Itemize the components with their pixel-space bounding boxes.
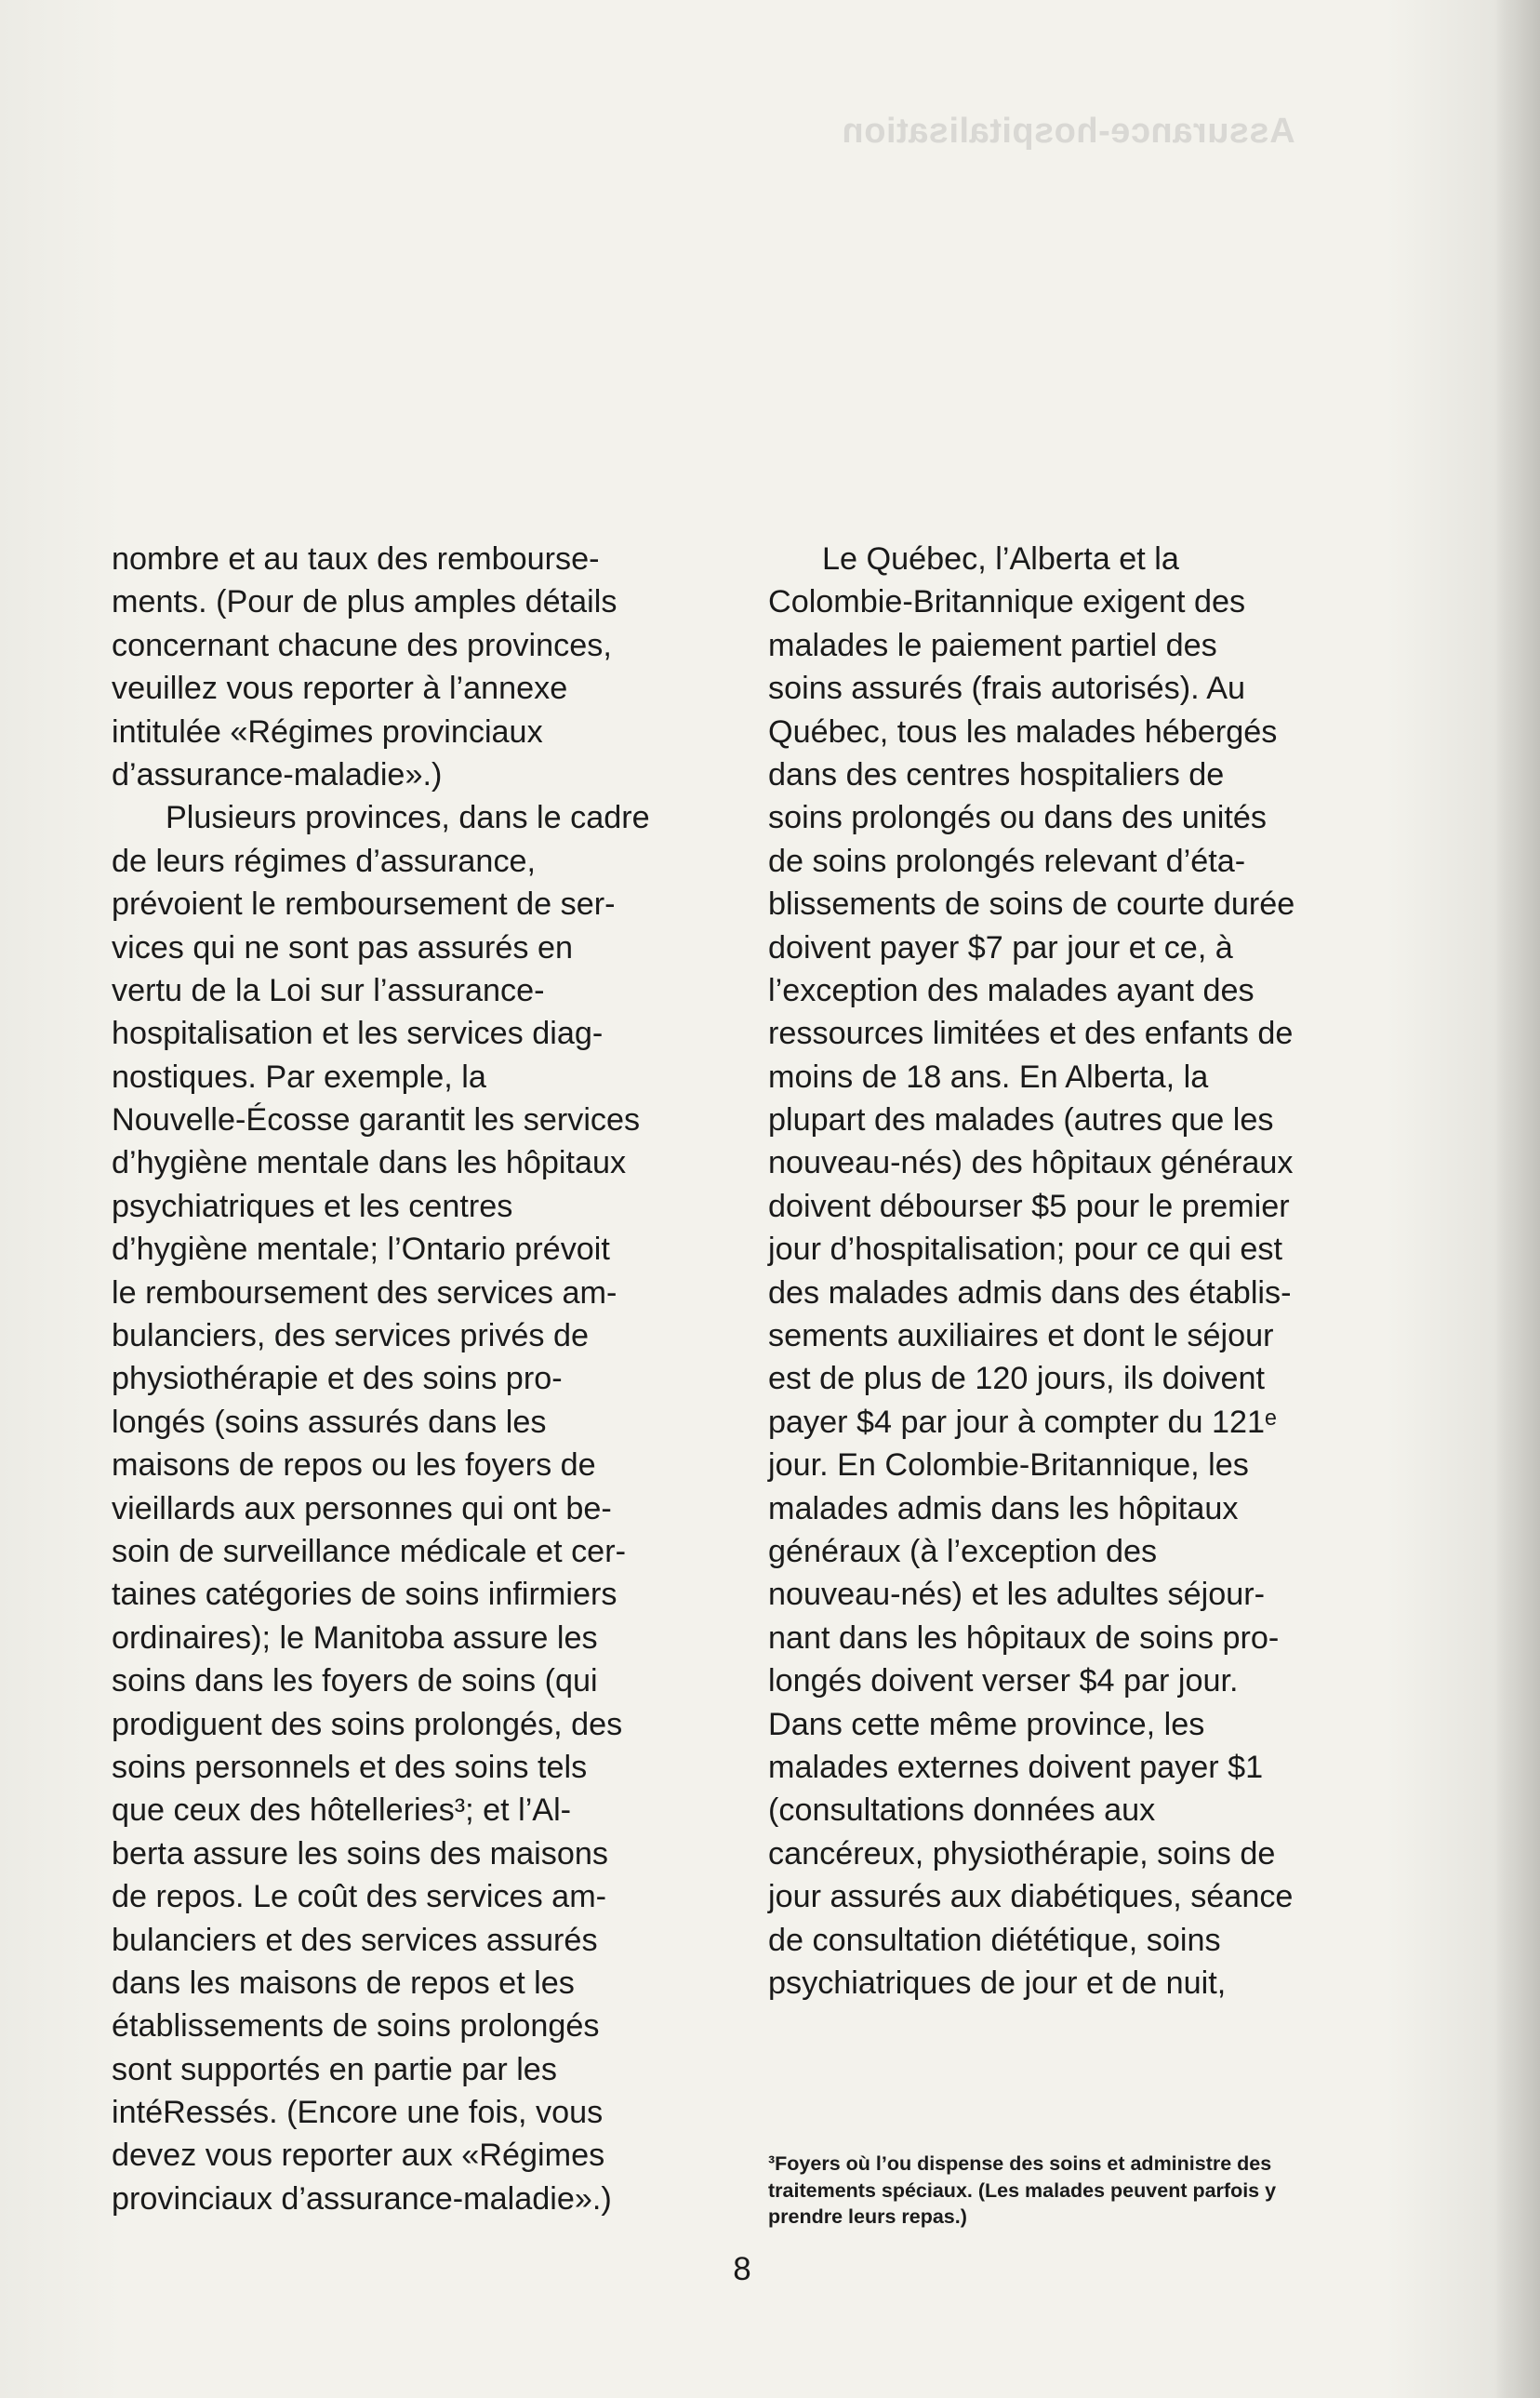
text-line: blissements de soins de courte durée <box>768 886 1295 923</box>
text-line: psychiatriques et les centres <box>112 1188 513 1224</box>
text-line: malades externes doivent payer $1 <box>768 1749 1264 1785</box>
text-line: Nouvelle-Écosse garantit les services <box>112 1102 641 1139</box>
book-spine-shadow <box>1495 0 1540 2398</box>
text-line: l’exception des malades ayant des <box>768 972 1255 1008</box>
text-line: soins assurés (frais autorisés). Au <box>768 671 1246 707</box>
text-line: (consultations données aux <box>768 1792 1156 1829</box>
text-line: d’hygiène mentale; l’Ontario prévoit <box>112 1232 610 1268</box>
text-line: sont supportés en partie par les <box>112 2051 557 2087</box>
text-line: d’hygiène mentale dans les hôpitaux <box>112 1145 627 1181</box>
text-line: le remboursement des services am- <box>112 1274 617 1311</box>
left-column <box>112 538 763 2220</box>
text-line: ments. (Pour de plus amples détails <box>112 584 617 620</box>
text-line: prodiguent des soins prolongés, des <box>112 1706 623 1742</box>
right-column <box>768 538 1419 2005</box>
page-number: 8 <box>733 2251 751 2287</box>
text-line: généraux (à l’exception des <box>768 1533 1158 1569</box>
text-line: soins dans les foyers de soins (qui <box>112 1663 598 1699</box>
footnote-line: traitements spéciaux. (Les malades peuvent parfois y <box>768 2178 1277 2202</box>
text-line: soins personnels et des soins tels <box>112 1749 588 1785</box>
text-line: doivent débourser $5 pour le premier <box>768 1188 1290 1224</box>
text-line: jour assurés aux diabétiques, séance <box>768 1879 1294 1915</box>
text-line: nostiques. Par exemple, la <box>112 1059 486 1095</box>
bleed-through-title: Assurance-hospitalisation <box>842 112 1295 151</box>
text-line: malades admis dans les hôpitaux <box>768 1490 1239 1526</box>
footnote-line: ³Foyers où l’ou dispense des soins et administre des <box>768 2152 1272 2175</box>
text-line: de consultation diététique, soins <box>768 1922 1221 1958</box>
text-line: établissements de soins prolongés <box>112 2008 600 2045</box>
text-line: intitulée «Régimes provinciaux <box>112 713 543 750</box>
text-line: vices qui ne sont pas assurés en <box>112 929 574 966</box>
text-line: payer $4 par jour à compter du 121ᵉ <box>768 1404 1277 1440</box>
text-line: soins prolongés ou dans des unités <box>768 800 1267 836</box>
text-line: ordinaires); le Manitoba assure les <box>112 1619 598 1656</box>
text-line: vertu de la Loi sur l’assurance- <box>112 972 545 1008</box>
text-line: jour d’hospitalisation; pour ce qui est <box>768 1232 1283 1268</box>
text-line: Québec, tous les malades hébergés <box>768 713 1278 750</box>
text-line: soin de surveillance médicale et cer- <box>112 1533 626 1569</box>
text-line: Dans cette même province, les <box>768 1706 1205 1742</box>
text-line: physiothérapie et des soins pro- <box>112 1361 563 1397</box>
text-line: concernant chacune des provinces, <box>112 627 612 663</box>
text-line: longés doivent verser $4 par jour. <box>768 1663 1239 1699</box>
text-line: malades le paiement partiel des <box>768 627 1217 663</box>
text-line: bulanciers, des services privés de <box>112 1318 590 1354</box>
footnote <box>768 2151 1363 2231</box>
text-line: dans des centres hospitaliers de <box>768 756 1225 793</box>
text-line: veuillez vous reporter à l’annexe <box>112 671 568 707</box>
text-line: Le Québec, l’Alberta et la <box>822 541 1179 577</box>
text-line: maisons de repos ou les foyers de <box>112 1447 596 1484</box>
text-line: de repos. Le coût des services am- <box>112 1879 607 1915</box>
text-line: devez vous reporter aux «Régimes <box>112 2138 605 2174</box>
text-line: intéRessés. (Encore une fois, vous <box>112 2095 604 2131</box>
text-line: berta assure les soins des maisons <box>112 1835 608 1872</box>
text-line: de soins prolongés relevant d’éta- <box>768 843 1246 879</box>
text-line: cancéreux, physiothérapie, soins de <box>768 1835 1276 1872</box>
text-line: longés (soins assurés dans les <box>112 1404 547 1440</box>
text-line: hospitalisation et les services diag- <box>112 1016 604 1052</box>
text-line: que ceux des hôtelleries³; et l’Al- <box>112 1792 572 1829</box>
text-line: prévoient le remboursement de ser- <box>112 886 616 923</box>
text-line: nant dans les hôpitaux de soins pro- <box>768 1619 1280 1656</box>
text-line: nouveau-nés) et les adultes séjour- <box>768 1577 1266 1613</box>
text-line: jour. En Colombie-Britannique, les <box>768 1447 1249 1484</box>
text-line: taines catégories de soins infirmiers <box>112 1577 617 1613</box>
text-line: nombre et au taux des rembourse- <box>112 541 600 577</box>
text-line: provinciaux d’assurance-maladie».) <box>112 2180 612 2217</box>
text-line: ressources limitées et des enfants de <box>768 1016 1294 1052</box>
text-line: de leurs régimes d’assurance, <box>112 843 537 879</box>
text-line: vieillards aux personnes qui ont be- <box>112 1490 612 1526</box>
text-line: d’assurance-maladie».) <box>112 756 443 793</box>
footnote-line: prendre leurs repas.) <box>768 2205 967 2228</box>
text-line: doivent payer $7 par jour et ce, à <box>768 929 1233 966</box>
text-line: plupart des malades (autres que les <box>768 1102 1274 1139</box>
text-line: bulanciers et des services assurés <box>112 1922 598 1958</box>
text-line: est de plus de 120 jours, ils doivent <box>768 1361 1266 1397</box>
text-line: psychiatriques de jour et de nuit, <box>768 1965 1227 2001</box>
text-line: Colombie-Britannique exigent des <box>768 584 1246 620</box>
text-line: sements auxiliaires et dont le séjour <box>768 1318 1274 1354</box>
text-line: Plusieurs provinces, dans le cadre <box>166 800 650 836</box>
text-line: des malades admis dans des établis- <box>768 1274 1292 1311</box>
text-line: nouveau-nés) des hôpitaux généraux <box>768 1145 1294 1181</box>
text-line: moins de 18 ans. En Alberta, la <box>768 1059 1209 1095</box>
text-line: dans les maisons de repos et les <box>112 1965 575 2001</box>
